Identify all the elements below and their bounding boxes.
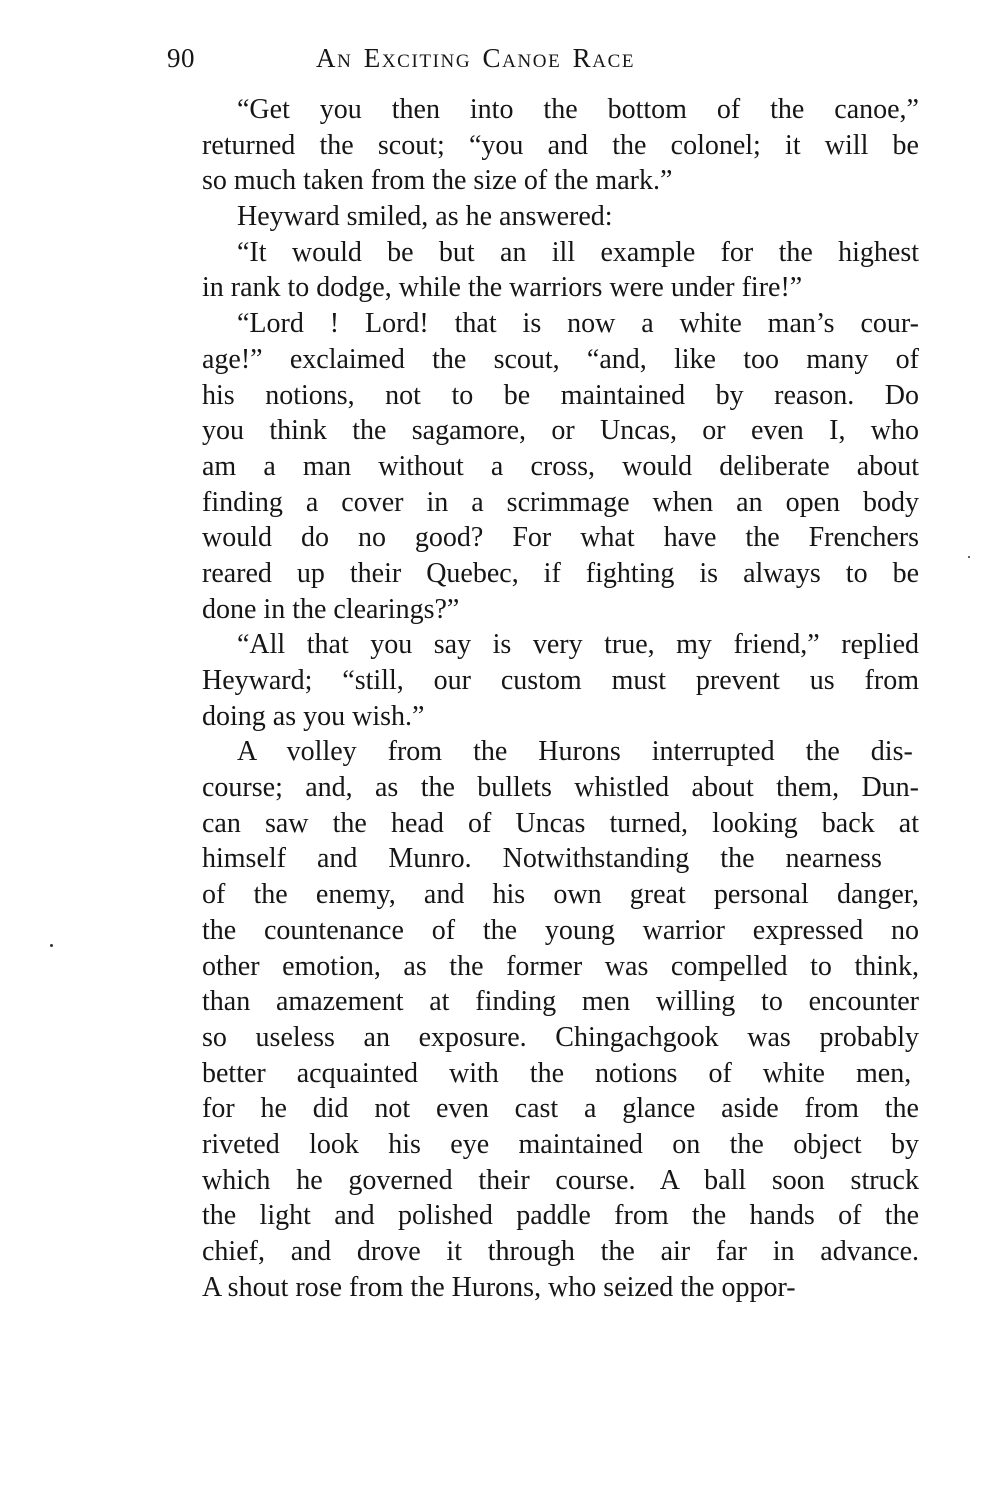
running-title: An Exciting Canoe Race [316, 43, 636, 73]
text-line: reared up their Quebec, if fighting is always to be [202, 557, 919, 589]
text-line: than amazement at finding men willing to encounter [202, 986, 919, 1018]
text-line: age!” exclaimed the scout, “and, like too many of [202, 343, 919, 375]
paragraph [167, 627, 919, 734]
paragraph [167, 92, 919, 199]
text-line: so much taken from the size of the mark.” [202, 165, 673, 197]
book-page [167, 38, 919, 1305]
text-line: doing as you wish.” [202, 700, 425, 732]
text-line: returned the scout; “you and the colonel; it will be [202, 129, 919, 161]
text-line: himself and Munro. Notwithstanding the nearness [202, 843, 882, 875]
text-line: for he did not even cast a glance aside from the [202, 1093, 919, 1125]
text-line: “Lord ! Lord! that is now a white man’s cour- [237, 308, 919, 340]
text-line: A volley from the Hurons interrupted the dis- [237, 736, 913, 768]
text-line: which he governed their course. A ball soon struck [202, 1164, 919, 1196]
text-line: would do no good? For what have the Frenchers [202, 522, 919, 554]
text-line: in rank to dodge, while the warriors were under fire!” [202, 272, 803, 304]
text-line: “All that you say is very true, my friend,” replied [237, 629, 919, 661]
text-line: other emotion, as the former was compelled to think, [202, 950, 919, 982]
body-text [167, 92, 919, 1305]
text-line: am a man without a cross, would deliberate about [202, 450, 919, 482]
text-line: the countenance of the young warrior expressed no [202, 914, 919, 946]
paragraph [167, 306, 919, 627]
stray-print-mark [968, 556, 970, 558]
text-line: riveted look his eye maintained on the object by [202, 1128, 919, 1160]
text-line: A shout rose from the Hurons, who seized the oppor- [202, 1271, 796, 1303]
paragraph [167, 734, 919, 1305]
text-line: course; and, as the bullets whistled about them, Dun- [202, 772, 919, 804]
text-line: chief, and drove it through the air far in advance. [202, 1236, 919, 1267]
text-line: “It would be but an ill example for the highest [237, 236, 919, 268]
text-line: Heyward; “still, our custom must prevent us from [202, 665, 919, 696]
text-line: his notions, not to be maintained by reason. Do [202, 379, 919, 411]
page-number: 90 [167, 43, 195, 73]
text-line: the light and polished paddle from the hands of the [202, 1200, 919, 1232]
text-line: “Get you then into the bottom of the canoe,” [237, 94, 919, 125]
stray-print-mark [50, 944, 53, 947]
text-line: so useless an exposure. Chingachgook was probably [202, 1021, 919, 1053]
paragraph [167, 235, 919, 306]
text-line: finding a cover in a scrimmage when an open body [202, 486, 919, 518]
paragraph [167, 199, 884, 235]
text-line: Heyward smiled, as he answered: [237, 201, 613, 233]
text-line: done in the clearings?” [202, 593, 460, 625]
text-line: of the enemy, and his own great personal danger, [202, 879, 919, 911]
text-line: better acquainted with the notions of white men, [202, 1057, 912, 1089]
text-line: you think the sagamore, or Uncas, or even I, who [202, 415, 919, 447]
text-line: can saw the head of Uncas turned, looking back at [202, 807, 919, 839]
running-head [167, 38, 884, 78]
